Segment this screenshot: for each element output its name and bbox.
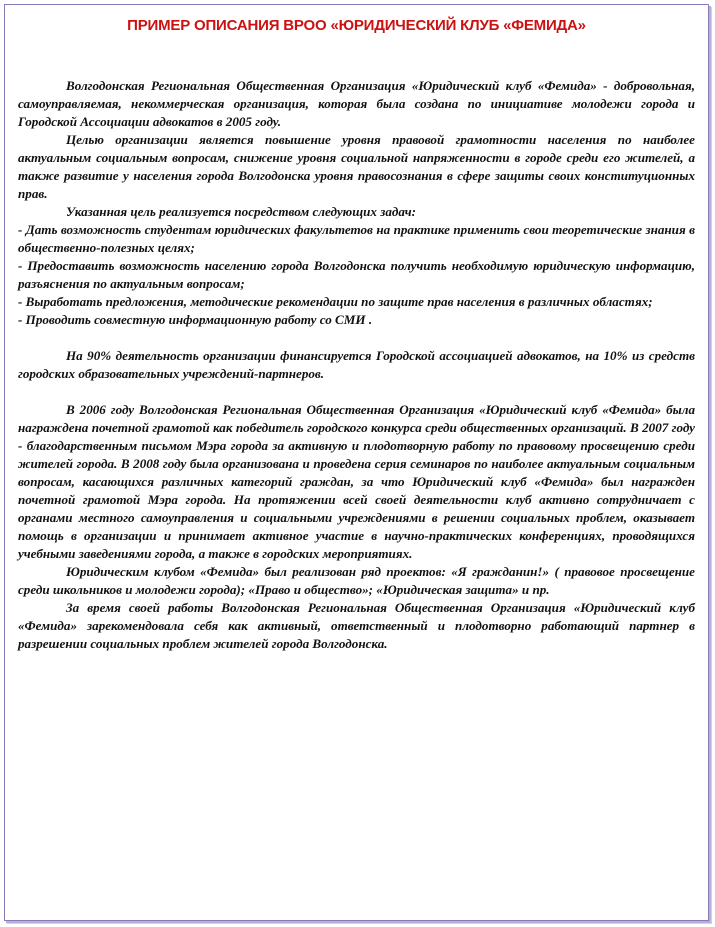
task-item: - Проводить совместную информационную работу со СМИ . xyxy=(18,312,373,327)
document-frame xyxy=(4,4,709,921)
paragraph-awards: В 2006 году Волгодонская Региональная Общественная Организация «Юридический клуб «Фемида» была награждена почетной грамотой как победитель городского конкурса среди общественных организаций. В 2007 году - благодарственным письмом Мэра города за активную и плодотворную работу по правовому просвещению среди жителей города. В 2008 году была организована и проведена серия семинаров по наиболее актуальным социальным вопросам, касающихся различных категорий граждан, за что Юридический клуб «Фемида» был награжден почетной грамотой Мэра города. На протяжении всей своей деятельности клуб активно сотрудничает с органами местного самоуправления и социальными учреждениями в решении социальных проблем, оказывает помощь в организации и принимает активное участие в научно-практических конференциях, проводящихся учебными заведениями города, а также в городских мероприятиях. xyxy=(18,402,695,561)
document-title: ПРИМЕР ОПИСАНИЯ ВРОО «ЮРИДИЧЕСКИЙ КЛУБ «ФЕМИДА» xyxy=(127,17,586,34)
task-item: - Выработать предложения, методические рекомендации по защите прав населения в различных областях; xyxy=(18,294,653,309)
task-item: - Дать возможность студентам юридических факультетов на практике применить свои теоретические знания в общественно-полезных целях; xyxy=(18,222,695,255)
task-item: - Предоставить возможность населению города Волгодонска получить необходимую юридическую информацию, разъяснения по актуальным вопросам; xyxy=(18,258,695,291)
document-body xyxy=(18,77,695,653)
paragraph-conclusion: За время своей работы Волгодонская Региональная Общественная Организация «Юридический клуб «Фемида» зарекомендовала себя как активный, ответственный и плодотворно работающий партнер в разрешении социальных проблем жителей города Волгодонска. xyxy=(18,600,695,651)
paragraph-intro: Волгодонская Региональная Общественная Организация «Юридический клуб «Фемида» - добровольная, самоуправляемая, некоммерческая организация, которая была создана по инициативе молодежи города и Городской Ассоциации адвокатов в 2005 году. xyxy=(18,78,695,129)
paragraph-funding: На 90% деятельность организации финансируется Городской ассоциацией адвокатов, на 10% из средств городских образовательных учреждений-партнеров. xyxy=(18,348,695,381)
paragraph-goal: Целью организации является повышение уровня правовой грамотности населения по наиболее актуальным социальным вопросам, снижение уровня социальной напряженности в городе среди его жителей, а также развитие у населения города Волгодонска уровня правосознания в сфере защиты своих конституционных прав. xyxy=(18,132,695,201)
paragraph-tasks-intro: Указанная цель реализуется посредством следующих задач: xyxy=(66,204,416,219)
paragraph-projects: Юридическим клубом «Фемида» был реализован ряд проектов: «Я гражданин!» ( правовое просвещение среди школьников и молодежи города); «Право и общество»; «Юридическая защита» и пр. xyxy=(18,564,695,597)
